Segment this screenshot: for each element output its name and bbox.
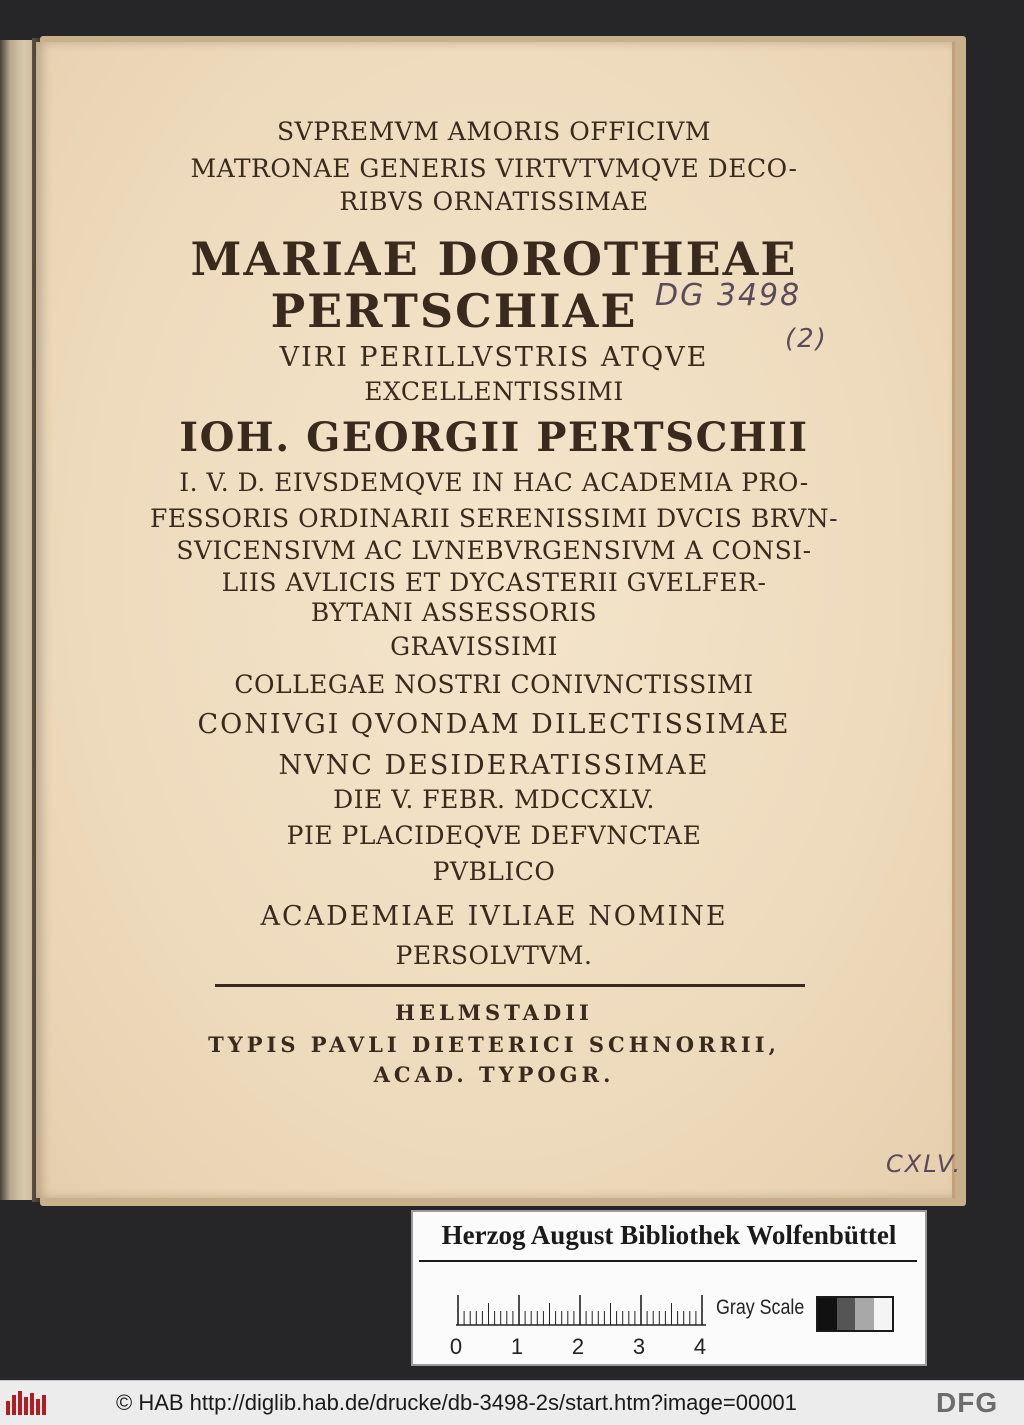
ruler-scale: [456, 1294, 716, 1326]
color-reference-card: [411, 1210, 927, 1366]
gray-swatch: [818, 1298, 837, 1330]
logo-bar: [24, 1397, 28, 1415]
gray-scale-swatches: [816, 1296, 894, 1332]
title-line: FESSORIS ORDINARII SERENISSIMI DVCIS BRVN-: [149, 504, 839, 533]
gray-swatch: [837, 1298, 856, 1330]
title-line: GRAVISSIMI: [390, 632, 558, 661]
card-divider: [419, 1260, 917, 1262]
logo-bar: [12, 1395, 16, 1415]
heading-name: MARIAE DOROTHEAE: [190, 232, 798, 286]
imprint-printer: TYPIS PAVLI DIETERICI SCHNORRII,: [208, 1032, 780, 1057]
ruler-numbers: [449, 1334, 719, 1360]
logo-bar: [42, 1395, 46, 1415]
title-page-text: [36, 42, 963, 1198]
heading-husband: IOH. GEORGII PERTSCHII: [179, 414, 809, 461]
gray-scale-label: Gray Scale: [716, 1296, 805, 1319]
ruler-number: 3: [632, 1334, 646, 1359]
title-line: VIRI PERILLVSTRIS ATQVE: [279, 342, 709, 373]
title-line: CONIVGI QVONDAM DILECTISSIMAE: [197, 709, 791, 740]
imprint-place: HELMSTADII: [395, 1000, 593, 1025]
handwritten-folio: CXLV.: [886, 1150, 963, 1178]
ruler-number: 4: [693, 1334, 707, 1359]
title-line: DIE V. FEBR. MDCCXLV.: [333, 785, 655, 814]
card-title: Herzog August Bibliothek Wolfenbüttel: [441, 1220, 897, 1250]
ruler-number: 2: [571, 1334, 585, 1359]
title-page: [36, 42, 963, 1198]
title-line: PERSOLVTVM.: [395, 941, 593, 970]
ruler-number: 0: [449, 1334, 463, 1359]
title-line: SVICENSIVM AC LVNEBVRGENSIVM A CONSI-: [176, 536, 812, 565]
title-line: EXCELLENTISSIMI: [364, 377, 624, 406]
title-line: NVNC DESIDERATISSIMAE: [278, 750, 710, 781]
title-line: LIIS AVLICIS ET DYCASTERII GVELFER-: [221, 568, 767, 597]
imprint-role: ACAD. TYPOGR.: [373, 1062, 615, 1087]
heading-surname: PERTSCHIAE: [270, 284, 638, 338]
handwritten-number: (2): [785, 324, 828, 354]
title-line: PIE PLACIDEQVE DEFVNCTAE: [286, 821, 702, 850]
title-line: ACADEMIAE IVLIAE NOMINE: [260, 901, 728, 932]
logo-bar: [36, 1399, 40, 1415]
gray-swatch: [855, 1298, 874, 1330]
ruler-number: 1: [510, 1334, 524, 1359]
title-line: MATRONAE GENERIS VIRTVTVMQVE DECO-: [190, 154, 798, 183]
logo-bar: [6, 1401, 10, 1415]
footer-bar: [0, 1380, 1024, 1425]
hab-logo-icon: [6, 1391, 50, 1415]
gray-swatch: [874, 1298, 893, 1330]
copyright-link[interactable]: © HAB http://diglib.hab.de/drucke/db-3498-2s/start.htm?image=00001: [116, 1390, 797, 1415]
title-line: RIBVS ORNATISSIMAE: [339, 187, 649, 216]
title-line: PVBLICO: [432, 857, 556, 886]
separator-rule: [215, 984, 805, 987]
dfg-logo: DFG: [936, 1387, 999, 1418]
title-line: BYTANI ASSESSORIS: [310, 598, 598, 627]
logo-bar: [30, 1393, 34, 1415]
handwritten-shelfmark: DG 3498: [655, 278, 802, 313]
logo-bar: [18, 1391, 22, 1415]
title-line: SVPREMVM AMORIS OFFICIVM: [277, 117, 711, 146]
title-line: I. V. D. EIVSDEMQVE IN HAC ACADEMIA PRO-: [179, 468, 809, 497]
title-line: COLLEGAE NOSTRI CONIVNCTISSIMI: [234, 670, 754, 699]
